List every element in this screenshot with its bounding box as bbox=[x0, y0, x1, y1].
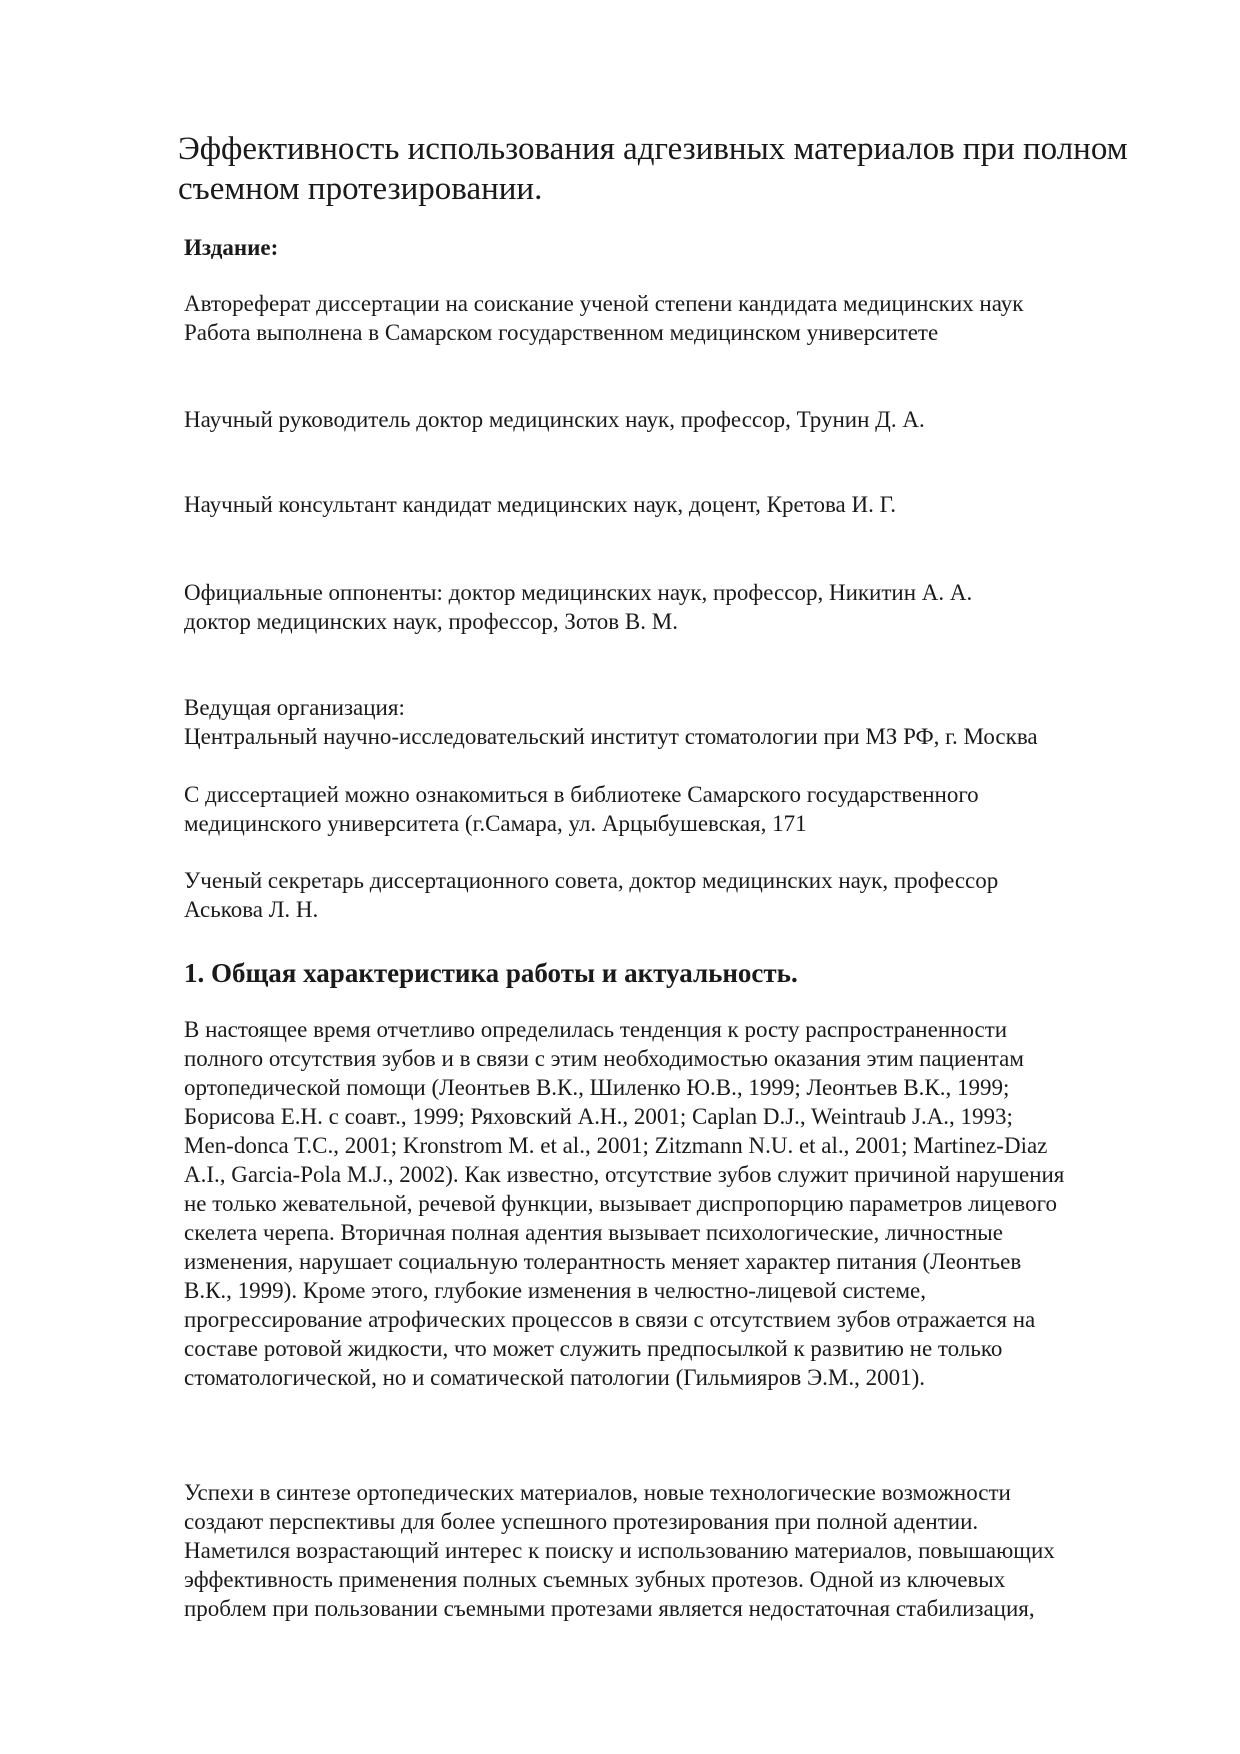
opponents-line-1: Официальные оппоненты: доктор медицинских наук, профессор, Никитин А. А. bbox=[184, 580, 973, 605]
title-line-1: Эффективность использования адгезивных материалов при полном bbox=[178, 131, 1128, 167]
library-block bbox=[184, 780, 1164, 838]
paragraph-line: Борисова Е.Н. с соавт., 1999; Ряховский А.Н., 2001; Caplan D.J., Weintraub J.A., 1993; bbox=[184, 1104, 1013, 1129]
edition-line-2: Работа выполнена в Самарском государственном медицинском университете bbox=[184, 320, 939, 345]
paragraph-line: проблем при пользовании съемными протезами является недостаточная стабилизация, bbox=[184, 1596, 1035, 1621]
paragraph-line: не только жевательной, речевой функции, вызывает диспропорцию параметров лицевого bbox=[184, 1191, 1057, 1216]
paragraph-line: эффективность применения полных съемных зубных протезов. Одной из ключевых bbox=[184, 1567, 1006, 1592]
section-heading: 1. Общая характеристика работы и актуальность. bbox=[184, 958, 798, 988]
edition-block bbox=[184, 289, 1164, 347]
paragraph-line: В настоящее время отчетливо определилась тенденция к росту распространенности bbox=[184, 1017, 1008, 1042]
paragraph-line: Наметился возрастающий интерес к поиску и использованию материалов, повышающих bbox=[184, 1538, 1055, 1563]
paragraph-line: A.I., Garcia-Pola M.J., 2002). Как известно, отсутствие зубов служит причиной нарушения bbox=[184, 1162, 1065, 1187]
paragraph-line: Успехи в синтезе ортопедических материалов, новые технологические возможности bbox=[184, 1480, 1011, 1505]
paragraph-2 bbox=[184, 1478, 1164, 1623]
opponents-line-2: доктор медицинских наук, профессор, Зотов В. М. bbox=[184, 609, 678, 634]
supervisor-line: Научный руководитель доктор медицинских наук, профессор, Трунин Д. А. bbox=[184, 407, 925, 432]
paragraph-line: ортопедической помощи (Леонтьев В.К., Шиленко Ю.В., 1999; Леонтьев В.К., 1999; bbox=[184, 1075, 1010, 1100]
secretary-line-2: Аськова Л. Н. bbox=[184, 897, 319, 922]
paragraph-line: Men-donca T.C., 2001; Kronstrom M. et al., 2001; Zitzmann N.U. et al., 2001; Martinez-Diaz bbox=[184, 1133, 1048, 1158]
document-title bbox=[178, 129, 1168, 209]
secretary-block bbox=[184, 866, 1164, 924]
library-line-1: С диссертацией можно ознакомиться в библиотеке Самарского государственного bbox=[184, 782, 979, 807]
library-line-2: медицинского университета (г.Самара, ул. Арцыбушевская, 171 bbox=[184, 811, 807, 836]
edition-line-1: Автореферат диссертации на соискание ученой степени кандидата медицинских наук bbox=[184, 291, 1024, 316]
leading-org-block bbox=[184, 693, 1164, 751]
consultant-block bbox=[184, 490, 1164, 519]
paragraph-line: скелета черепа. Вторичная полная адентия вызывает психологические, личностные bbox=[184, 1220, 1003, 1245]
opponents-block bbox=[184, 578, 1164, 636]
paragraph-line: изменения, нарушает социальную толерантность меняет характер питания (Леонтьев bbox=[184, 1249, 1022, 1274]
supervisor-block bbox=[184, 405, 1164, 434]
secretary-line-1: Ученый секретарь диссертационного совета, доктор медицинских наук, профессор bbox=[184, 868, 999, 893]
paragraph-line: полного отсутствия зубов и в связи с этим необходимостью оказания этим пациентам bbox=[184, 1046, 1024, 1071]
leading-org-line-2: Центральный научно-исследовательский институт стоматологии при МЗ РФ, г. Москва bbox=[184, 724, 1038, 749]
paragraph-line: составе ротовой жидкости, что может служить предпосылкой к развитию не только bbox=[184, 1336, 1003, 1361]
paragraph-line: стоматологической, но и соматической патологии (Гильмияров Э.М., 2001). bbox=[184, 1365, 926, 1390]
paragraph-1 bbox=[184, 1015, 1164, 1392]
paragraph-line: прогрессирование атрофических процессов в связи с отсутствием зубов отражается на bbox=[184, 1307, 1036, 1332]
leading-org-line-1: Ведущая организация: bbox=[184, 695, 405, 720]
edition-label: Издание: bbox=[184, 235, 279, 260]
consultant-line: Научный консультант кандидат медицинских наук, доцент, Кретова И. Г. bbox=[184, 492, 897, 517]
title-line-2: съемном протезировании. bbox=[178, 171, 543, 207]
paragraph-line: В.К., 1999). Кроме этого, глубокие изменения в челюстно-лицевой системе, bbox=[184, 1278, 926, 1303]
paragraph-line: создают перспективы для более успешного протезирования при полной адентии. bbox=[184, 1509, 979, 1534]
